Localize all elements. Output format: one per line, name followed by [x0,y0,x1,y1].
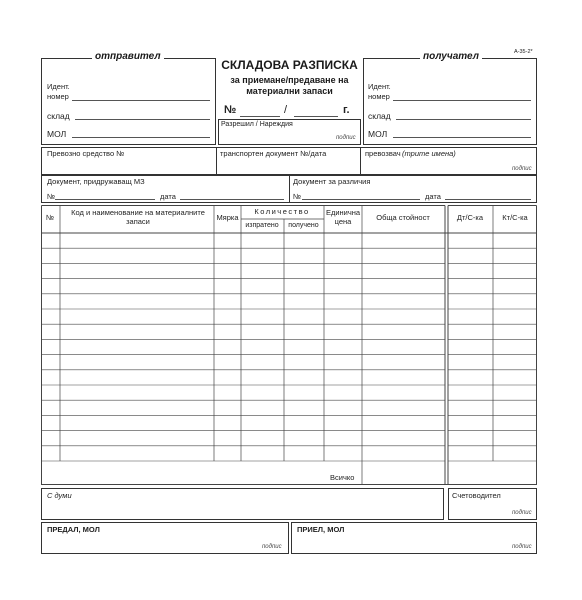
col-header-total: Обща стойност [376,213,430,222]
accompany-date-label: дата [160,192,176,201]
handed-label: ПРЕДАЛ, МОЛ [47,525,100,534]
diff-date-line[interactable] [445,199,531,200]
carrier-signature-label: подпис [512,166,532,172]
vehicle-label: Превозно средство № [47,149,125,158]
sender-warehouse-line[interactable] [75,119,210,120]
receiver-ident-line[interactable] [393,100,531,101]
transport-divider-2 [360,147,361,175]
accompany-date-line[interactable] [180,199,284,200]
accountant-signature-label: подпис [512,510,532,516]
diff-date-label: дата [425,192,441,201]
permit-signature-label: подпис [336,135,356,141]
receiver-legend: получател [420,51,482,62]
receiver-mol-line[interactable] [393,137,531,138]
receiver-ident-label-2: номер [368,92,390,101]
documents-divider [289,175,290,203]
doc-number-label: № [224,104,237,116]
materials-table [41,205,537,485]
accompany-no-line[interactable] [55,199,155,200]
sender-ident-line[interactable] [72,100,210,101]
transport-divider-1 [216,147,217,175]
total-label: Всичко [330,473,355,482]
col-header-unit-price: Единична цена [325,208,361,227]
accompany-no-label: № [47,192,56,201]
receiver-box [363,58,537,145]
received-label: ПРИЕЛ, МОЛ [297,525,345,534]
form-subtitle-1: за приемане/предаване на [230,75,349,85]
doc-number-line[interactable] [240,116,280,117]
accompany-doc-label: Документ, придружаващ МЗ [47,177,145,186]
sender-mol-line[interactable] [72,137,210,138]
col-header-kt: Кт/С-ка [502,213,528,222]
sender-box [41,58,216,145]
col-header-received: получено [288,222,319,229]
diff-no-line[interactable] [302,199,420,200]
carrier-label: превозвач [365,149,401,158]
sender-mol-label: МОЛ [47,129,67,139]
sender-warehouse-label: склад [47,111,70,121]
receiver-warehouse-line[interactable] [396,119,531,120]
col-header-qty: Количество [254,207,310,216]
year-label: г. [343,104,350,116]
diff-no-label: № [293,192,302,201]
sender-ident-label: Идент. [47,82,70,91]
permit-label: Разрешил / Нареждия [221,121,293,128]
accountant-label: Счетоводител [452,491,501,500]
receiver-warehouse-label: склад [368,111,391,121]
form-title: СКЛАДОВА РАЗПИСКА [221,58,358,72]
col-header-dt: Дт/С-ка [456,213,484,222]
receiver-ident-label: Идент. [368,82,391,91]
col-header-no: № [45,213,55,222]
sender-ident-label-2: номер [47,92,69,101]
form-code: А-35-2* [514,49,533,55]
doc-number-slash: / [284,104,288,116]
col-header-code: Код и наименование на материалните запаси [71,208,205,227]
in-words-box[interactable] [41,488,444,520]
col-header-unit: Мярка [216,213,239,222]
receiver-mol-label: МОЛ [368,129,388,139]
transport-doc-label: транспортен документ №/дата [220,149,327,158]
handed-signature-label: подпис [262,544,282,550]
carrier-hint: (трите имена) [402,149,456,158]
received-signature-label: подпис [512,544,532,550]
sender-legend: отправител [92,51,164,62]
diff-doc-label: Документ за различия [293,177,371,186]
form-subtitle-2: материални запаси [246,86,333,96]
table-grid [41,205,537,485]
in-words-label: С думи [47,491,72,500]
col-header-issued: изпратено [245,222,279,229]
doc-date-line[interactable] [294,116,338,117]
